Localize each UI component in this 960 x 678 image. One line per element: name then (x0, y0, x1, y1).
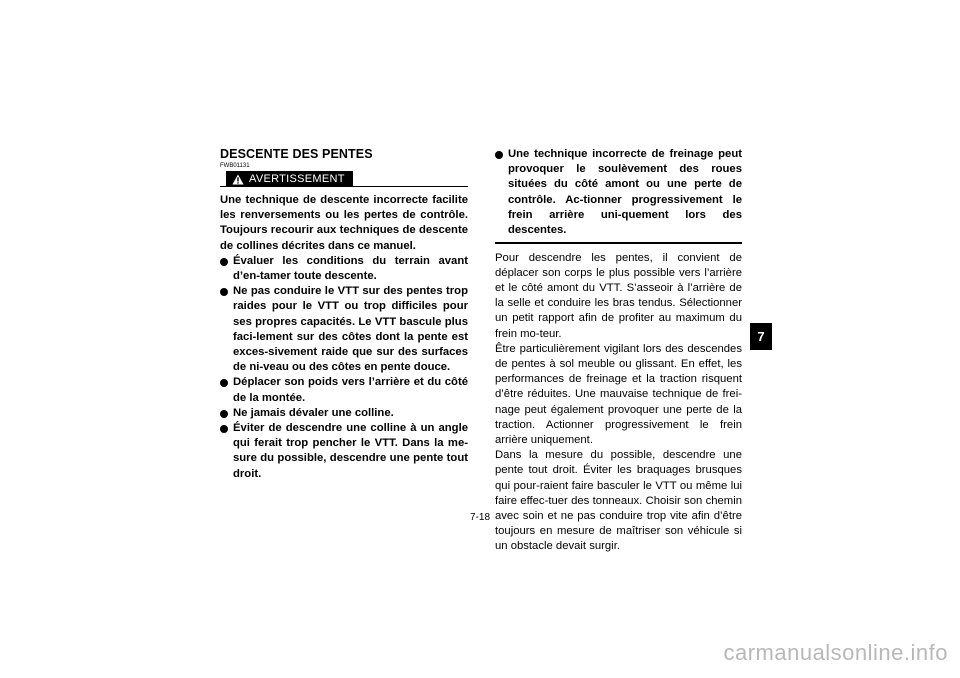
body-paragraph: Être particulièrement vigilant lors des descendes de pentes à sol meuble ou glissant. En effet, les performances de freinage et la traction risquent d’être réduites. Une mauvaise technique de frei-nage peut également provoquer une perte de la traction. Actionner progressivement le frein arrière uniquement. (495, 342, 742, 446)
warning-bullet: Déplacer son poids vers l’arrière et du côté de la montée. (220, 375, 468, 405)
bullet-dot-icon (220, 410, 228, 418)
page-number: 7-18 (469, 512, 490, 523)
bullet-dot-icon (220, 288, 228, 296)
warning-header (220, 171, 468, 187)
warning-body-continued (495, 147, 742, 238)
warning-bullet-list-continued (495, 147, 742, 238)
warning-end-rule (495, 242, 742, 243)
warning-triangle-icon (232, 174, 244, 185)
warning-bullet: Ne pas conduire le VTT sur des pentes trop raides pour le VTT ou trop difficiles pour ses propres capacités. Le VTT bascule plus faci-lement sur des côtes dont la pente est exces-sivement raide que sur des surfaces de ni-veau ou des côtes en pente douce. (220, 284, 468, 375)
warning-bullet: Éviter de descendre une colline à un angle qui ferait trop pencher le VTT. Dans la me-sure du possible, descendre une pente tout droit. (220, 421, 468, 482)
bullet-dot-icon (220, 425, 228, 433)
chapter-tab: 7 (750, 323, 772, 350)
warning-label-box (226, 171, 353, 187)
body-text (495, 251, 742, 555)
bullet-dot-icon (495, 151, 503, 159)
bullet-dot-icon (220, 258, 228, 266)
warning-label: AVERTISSEMENT (249, 173, 345, 185)
bullet-dot-icon (220, 379, 228, 387)
warning-intro: Une technique de descente incorrecte facilite les renversements ou les pertes de contrôle. Toujours recourir aux techniques de descente de collines décrites dans ce manuel. (220, 194, 468, 252)
watermark: carmanualsonline.info (723, 640, 948, 665)
body-paragraph: Dans la mesure du possible, descendre une pente tout droit. Éviter les braquages brusques qui pour-raient faire basculer le VTT ou même lui faire effec-tuer des tonneaux. Choisir son chemin avec soin et ne pas conduire trop vite afin d’être toujours en mesure de maîtriser son véhicule si un obstacle devait surgir. (495, 449, 742, 553)
warning-bullet-list (220, 254, 468, 482)
body-paragraph: Pour descendre les pentes, il convient de déplacer son corps le plus possible vers l’arrière et le côté amont du VTT. S’asseoir à l’arrière de la selle et conduire les bras tendus. Sélectionner un petit rapport afin de profiter au maximum du frein mo-teur. (495, 251, 742, 340)
left-column (220, 147, 468, 482)
warning-bullet: Une technique incorrecte de freinage peut provoquer le soulèvement des roues situées du côté amont ou une perte de contrôle. Ac-tionner progressivement le frein arrière uni-quement lors des descentes. (495, 147, 742, 238)
warning-bullet: Ne jamais dévaler une colline. (220, 406, 468, 421)
right-column (495, 147, 742, 555)
section-title: DESCENTE DES PENTES (220, 147, 373, 161)
warning-body (220, 193, 468, 482)
document-code: FWB01131 (220, 163, 250, 169)
warning-bullet: Évaluer les conditions du terrain avant d’en-tamer toute descente. (220, 254, 468, 284)
